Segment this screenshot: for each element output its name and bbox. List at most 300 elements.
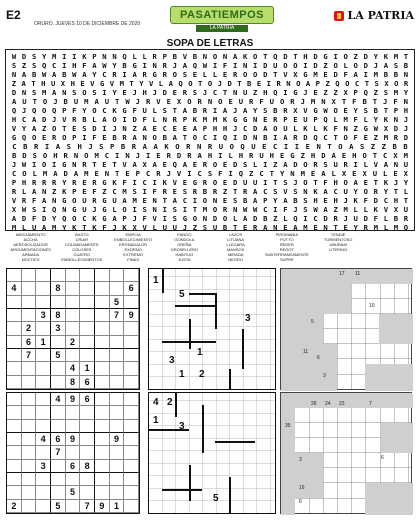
sudoku-cell[interactable] [124,362,139,375]
sudoku-cell[interactable] [36,393,51,406]
wordsearch-row [9,97,411,106]
wordsearch-letter: L [313,124,318,133]
sudoku-cell[interactable] [36,420,51,433]
sudoku-cell[interactable] [7,473,22,486]
sudoku-cell[interactable] [22,460,37,473]
sudoku-cell[interactable]: 7 [80,500,95,513]
wordsearch-letter: G [293,88,298,97]
sudoku-cell[interactable] [110,420,125,433]
sudoku-cell[interactable]: 8 [80,460,95,473]
sudoku-cell[interactable] [124,406,139,419]
sudoku-cell[interactable] [110,376,125,389]
sudoku-cell[interactable] [95,393,110,406]
sudoku-cell[interactable] [66,406,81,419]
wordsearch-letter: Y [403,88,409,97]
sudoku-cell[interactable] [7,406,22,419]
sudoku-cell[interactable]: 1 [80,362,95,375]
region-number: 2 [167,397,173,408]
wordsearch-letter: D [303,133,308,142]
sudoku-cell[interactable]: 2 [22,322,37,335]
wordsearch-letter: O [212,205,218,214]
sudoku-cell[interactable] [22,376,37,389]
wordsearch-letter: M [393,223,399,232]
wordsearch-letter: H [403,106,409,115]
wordsearch-letter: O [82,88,87,97]
wordsearch-letter: I [273,133,278,142]
sudoku-cell[interactable]: 1 [110,500,125,513]
sudoku-cell[interactable] [36,282,51,295]
sudoku-cell[interactable] [36,349,51,362]
sudoku-cell[interactable]: 6 [66,460,81,473]
sudoku-bottom [6,392,140,514]
sudoku-cell[interactable] [80,336,95,349]
sudoku-cell[interactable] [36,322,51,335]
wordsearch-letter: Y [403,178,409,187]
wordsearch-letter: Y [62,178,67,187]
word-list-item: EMPCIA [125,232,141,237]
sudoku-cell[interactable]: 3 [36,309,51,322]
sudoku-cell[interactable] [95,362,110,375]
sudoku-cell[interactable] [80,296,95,309]
sudoku-cell[interactable] [95,460,110,473]
word-list-item: LAZOS [229,232,243,237]
sudoku-cell[interactable] [7,393,22,406]
sudoku-cell[interactable] [51,420,66,433]
sudoku-cell[interactable] [22,282,37,295]
wordsearch-letter: H [11,115,17,124]
wordsearch-letter: G [62,160,67,169]
sudoku-cell[interactable] [80,486,95,499]
sudoku-cell[interactable] [124,269,139,282]
region-number: 1 [153,275,159,286]
sudoku-cell[interactable] [124,486,139,499]
kakuro-clue: 6 [317,355,320,361]
sudoku-cell[interactable] [80,269,95,282]
sudoku-cell[interactable] [95,282,110,295]
wordsearch-letter: I [333,52,338,61]
sudoku-cell[interactable] [95,433,110,446]
wordsearch-letter: O [338,142,343,151]
sudoku-cell[interactable] [95,322,110,335]
wordsearch-letter: O [222,214,228,223]
wordsearch-letter: S [172,214,177,223]
sudoku-cell[interactable] [51,406,66,419]
sudoku-cell[interactable] [124,460,139,473]
wordsearch-letter: B [383,70,389,79]
wordsearch-letter: Z [373,88,378,97]
sudoku-cell[interactable] [22,362,37,375]
sudoku-cell[interactable]: 8 [66,376,81,389]
sudoku-cell[interactable] [51,460,66,473]
sudoku-cell[interactable] [124,322,139,335]
sudoku-cell[interactable] [7,309,22,322]
sudoku-cell[interactable] [7,446,22,459]
wordsearch-letter: K [92,223,97,232]
wordsearch-letter: X [293,106,298,115]
wordsearch-letter: W [202,61,208,70]
wordsearch-letter: R [403,79,409,88]
sudoku-cell[interactable] [66,322,81,335]
sudoku-cell[interactable] [80,322,95,335]
wordsearch-letter: J [172,61,177,70]
wordsearch-letter: W [72,70,77,79]
sudoku-cell[interactable] [124,446,139,459]
wordsearch-letter: R [142,70,147,79]
wordsearch-letter: N [104,169,110,178]
sudoku-cell[interactable] [80,446,95,459]
wordsearch-letter: X [142,160,147,169]
kakuro-top [280,268,412,390]
wordsearch-letter: S [393,61,399,70]
wordsearch-letter: E [243,223,248,232]
wordsearch-letter: C [333,187,338,196]
wordsearch-letter: E [94,169,99,178]
sudoku-cell[interactable] [66,296,81,309]
wordsearch-letter: A [192,124,198,133]
sudoku-cell[interactable] [95,420,110,433]
sudoku-cell[interactable]: 4 [36,433,51,446]
sudoku-cell[interactable] [95,473,110,486]
sudoku-cell[interactable] [95,269,110,282]
wordsearch-letter: O [172,70,177,79]
sudoku-cell[interactable] [36,406,51,419]
kakuro-clue: 5 [311,319,314,325]
wordsearch-letter: T [403,52,409,61]
sudoku-cell[interactable] [66,473,81,486]
sudoku-cell[interactable] [51,473,66,486]
wordsearch-letter: L [343,61,348,70]
sudoku-cell[interactable] [36,500,51,513]
sudoku-cell[interactable]: 9 [95,500,110,513]
wordsearch-letter: A [243,214,248,223]
sudoku-cell[interactable]: 2 [7,500,22,513]
sudoku-cell[interactable] [7,269,22,282]
sudoku-cell[interactable] [7,486,22,499]
sudoku-cell[interactable] [36,446,51,459]
sudoku-cell[interactable] [36,362,51,375]
wordsearch-letter: P [92,52,97,61]
sudoku-cell[interactable] [66,269,81,282]
sudoku-cell[interactable] [80,473,95,486]
sudoku-cell[interactable] [66,349,81,362]
sudoku-cell[interactable]: 6 [51,433,66,446]
sudoku-cell[interactable] [95,486,110,499]
wordsearch-letter: T [232,187,238,196]
wordsearch-letter: I [294,142,300,151]
wordsearch-letter: O [293,61,298,70]
logo-text: PASATIEMPOS [180,9,264,21]
sudoku-cell[interactable] [7,349,22,362]
sudoku-cell[interactable] [110,336,125,349]
wordsearch-letter: T [333,223,338,232]
sudoku-cell[interactable]: 7 [22,349,37,362]
sudoku-cell[interactable]: 5 [51,500,66,513]
sudoku-cell[interactable] [66,309,81,322]
region-wall [162,489,202,491]
sudoku-cell[interactable] [7,322,22,335]
wordsearch-letter: P [162,52,167,61]
wordsearch-letter: R [52,133,57,142]
word-list-item: GROSELLERO [170,247,199,252]
wordsearch-letter: U [243,178,248,187]
kakuro-block [281,269,413,284]
sudoku-cell[interactable] [110,486,125,499]
word-list-item: UBURAM [329,242,347,247]
sudoku-cell[interactable] [22,446,37,459]
sudoku-cell[interactable] [22,406,37,419]
kakuro-clue: 26 [311,401,317,407]
sudoku-cell[interactable] [95,446,110,459]
wordsearch-letter: R [31,178,37,187]
wordsearch-letter: N [125,151,130,160]
wordsearch-letter: D [22,151,27,160]
sudoku-cell[interactable]: 9 [66,393,81,406]
word-list-column [261,232,312,262]
sudoku-cell[interactable] [22,296,37,309]
sudoku-cell[interactable] [124,420,139,433]
sudoku-cell[interactable]: 2 [66,336,81,349]
sudoku-cell[interactable] [110,282,125,295]
wordsearch-letter: Z [373,133,378,142]
wordsearch-letter: Z [333,205,338,214]
sudoku-cell[interactable]: 5 [66,486,81,499]
wordsearch-letter: H [207,151,213,160]
sudoku-cell[interactable]: 1 [36,336,51,349]
region-wall [215,441,255,443]
wordsearch-letter: E [72,124,77,133]
sudoku-cell[interactable]: 6 [80,376,95,389]
wordsearch-letter: R [72,115,77,124]
wordsearch-letter: P [110,142,115,151]
wordsearch-letter: O [296,79,301,88]
sudoku-cell[interactable] [80,420,95,433]
region-wall [189,319,191,349]
sudoku-cell[interactable]: 5 [110,296,125,309]
sudoku-cell[interactable]: 3 [36,460,51,473]
wordsearch-letter: O [52,124,57,133]
wordsearch-letter: E [172,124,177,133]
sudoku-cell[interactable] [95,349,110,362]
wordsearch-letter: V [142,223,147,232]
sudoku-cell[interactable] [22,500,37,513]
wordsearch-letter: T [62,124,67,133]
sudoku-cell[interactable] [7,336,22,349]
wordsearch-letter: U [82,205,87,214]
sudoku-cell[interactable] [80,406,95,419]
sudoku-cell[interactable] [80,349,95,362]
wordsearch-letter: C [212,88,218,97]
sudoku-cell[interactable] [124,473,139,486]
wordsearch-letter: A [197,151,202,160]
sudoku-cell[interactable] [95,309,110,322]
sudoku-cell[interactable]: 4 [66,362,81,375]
sudoku-cell[interactable] [36,296,51,309]
sudoku-cell[interactable] [22,433,37,446]
wordsearch-letter: T [364,79,370,88]
wordsearch-letter: T [372,151,378,160]
wordsearch-letter: U [269,97,274,106]
sudoku-cell[interactable] [124,393,139,406]
sudoku-cell[interactable] [36,486,51,499]
sudoku-cell[interactable] [124,433,139,446]
sudoku-cell[interactable] [80,433,95,446]
sudoku-cell[interactable] [110,322,125,335]
wordsearch-letter: I [273,205,278,214]
wordsearch-letter: S [359,142,365,151]
sudoku-cell[interactable] [51,269,66,282]
sudoku-cell[interactable] [66,282,81,295]
region-number: 1 [179,369,185,380]
wordsearch-letter: Y [42,52,47,61]
wordsearch-letter: J [202,88,208,97]
sudoku-cell[interactable] [124,336,139,349]
sudoku-cell[interactable] [110,362,125,375]
wordsearch-letter: D [323,214,328,223]
sudoku-cell[interactable] [110,393,125,406]
wordsearch-letter: D [403,133,409,142]
sudoku-cell[interactable] [95,296,110,309]
wordsearch-letter: R [222,205,228,214]
sudoku-cell[interactable] [80,309,95,322]
sudoku-cell[interactable] [36,269,51,282]
wordsearch-letter: R [212,187,218,196]
sudoku-cell[interactable]: 8 [51,309,66,322]
sudoku-cell[interactable] [36,376,51,389]
sudoku-cell[interactable] [110,406,125,419]
sudoku-cell[interactable] [51,376,66,389]
wordsearch-letter: O [42,151,48,160]
wordsearch-letter: B [172,52,177,61]
wordsearch-letter: W [125,97,130,106]
wordsearch-letter: G [11,133,17,142]
sudoku-cell[interactable] [7,433,22,446]
wordsearch-letter: T [182,133,188,142]
sudoku-cell[interactable] [51,486,66,499]
wordsearch-letter: L [152,223,157,232]
sudoku-cell[interactable] [66,446,81,459]
wordsearch-letter: C [354,79,360,88]
sudoku-cell[interactable] [124,500,139,513]
wordsearch-letter: O [72,214,77,223]
wordsearch-letter: C [162,124,167,133]
region-wall [242,329,244,369]
wordsearch-letter: N [232,88,238,97]
sudoku-cell[interactable] [110,269,125,282]
sudoku-cell[interactable]: 9 [124,309,139,322]
sudoku-cell[interactable] [7,460,22,473]
wordsearch-letter: V [283,187,288,196]
sudoku-cell[interactable] [51,336,66,349]
wordsearch-letter: A [112,214,117,223]
sudoku-cell[interactable] [66,500,81,513]
wordsearch-letter: A [283,133,288,142]
wordsearch-letter: T [263,52,268,61]
word-list-column [5,232,56,262]
wordsearch-letter: V [303,106,308,115]
wordsearch-letter: R [92,178,97,187]
sudoku-cell[interactable] [7,362,22,375]
sudoku-cell[interactable] [22,269,37,282]
sudoku-cell[interactable] [22,309,37,322]
wordsearch-letter: D [313,52,318,61]
sudoku-cell[interactable]: 6 [80,393,95,406]
sudoku-cell[interactable] [95,376,110,389]
sudoku-cell[interactable]: 6 [22,336,37,349]
sudoku-cell[interactable] [51,362,66,375]
sudoku-cell[interactable] [124,349,139,362]
sudoku-cell[interactable]: 5 [51,349,66,362]
wordsearch-letter: L [158,79,164,88]
sudoku-cell[interactable] [80,282,95,295]
sudoku-cell[interactable] [66,420,81,433]
word-list-column [210,232,261,262]
sudoku-cell[interactable]: 3 [51,322,66,335]
wordsearch-letter: G [122,106,127,115]
sudoku-cell[interactable]: 7 [51,446,66,459]
sudoku-cell[interactable] [22,486,37,499]
wordsearch-letter: I [115,151,120,160]
sudoku-cell[interactable] [110,349,125,362]
wordsearch-letter: A [263,223,268,232]
wordsearch-letter: R [152,52,157,61]
wordsearch-letter: T [198,79,203,88]
wordsearch-letter: I [142,187,147,196]
sudoku-cell[interactable]: 4 [51,393,66,406]
sudoku-cell[interactable] [95,336,110,349]
sudoku-cell[interactable]: 9 [110,433,125,446]
wordsearch-letter: G [232,115,238,124]
wordsearch-letter: A [253,187,258,196]
sudoku-cell[interactable]: 8 [51,282,66,295]
sudoku-cell[interactable] [7,376,22,389]
word-list-item: EXTREMO [123,252,144,257]
wordsearch-letter: Z [273,214,278,223]
wordsearch-letter: L [142,52,147,61]
sudoku-cell[interactable] [7,296,22,309]
sudoku-cell[interactable] [124,296,139,309]
sudoku-cell[interactable]: 4 [7,282,22,295]
sudoku-cell[interactable] [22,473,37,486]
wordsearch-letter: N [321,97,326,106]
wordsearch-letter: S [232,196,238,205]
sudoku-cell[interactable]: 7 [110,309,125,322]
wordsearch-letter: L [32,169,37,178]
sudoku-cell[interactable] [51,296,66,309]
sudoku-cell[interactable] [110,460,125,473]
wordsearch-letter: K [122,223,127,232]
sudoku-cell[interactable] [36,473,51,486]
sudoku-cell[interactable] [7,420,22,433]
wordsearch-letter: R [207,142,213,151]
sudoku-cell[interactable] [22,420,37,433]
sudoku-cell[interactable]: 6 [124,282,139,295]
sudoku-cell[interactable] [124,376,139,389]
wordsearch-letter: Q [62,214,67,223]
wordsearch-letter: G [290,151,295,160]
sudoku-cell[interactable] [22,393,37,406]
sudoku-cell[interactable] [110,473,125,486]
sudoku-cell[interactable]: 9 [66,433,81,446]
wordsearch-letter: B [63,97,68,106]
wordsearch-letter: J [303,88,308,97]
wordsearch-letter: T [383,106,389,115]
wordsearch-letter: D [263,61,268,70]
wordsearch-letter: G [102,178,107,187]
wordsearch-letter: E [222,160,228,169]
sudoku-cell[interactable] [95,406,110,419]
sudoku-cell[interactable] [110,446,125,459]
wordsearch-letter: O [207,79,213,88]
